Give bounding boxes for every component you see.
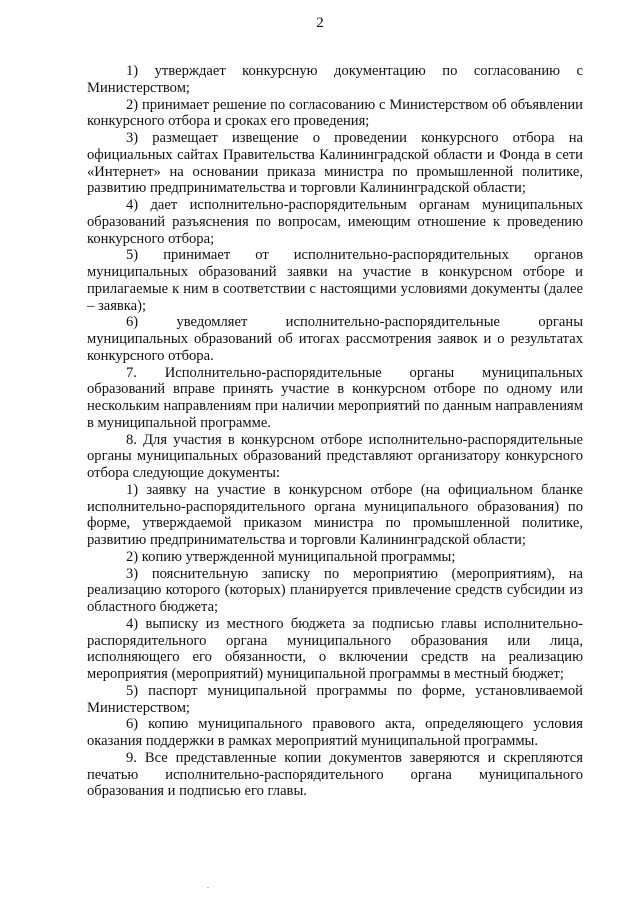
page-number: 2 xyxy=(316,15,324,31)
paragraph-item-4: 4) дает исполнительно-распорядительным органам муниципальных образований разъяснения по вопросам, имеющим отношение к проведению конкурсного отбора; xyxy=(87,197,583,247)
paragraph-doc-2: 2) копию утвержденной муниципальной программы; xyxy=(126,548,456,565)
paragraph-doc-5: 5) паспорт муниципальной программы по форме, установливаемой Министерством; xyxy=(87,682,583,716)
document-body xyxy=(87,63,583,800)
paragraph-item-1: 1) утверждает конкурсную документацию по согласованию с Министерством; xyxy=(87,63,583,96)
paragraph-item-3: 3) размещает извещение о проведении конкурсного отбора на официальных сайтах Правительства Калининградской области и Фонда в сети «Интернет» на основании приказа министра по промышленной политике, развитию предпринимательства и торговли Калининградской области; xyxy=(87,130,583,197)
paragraph-section-8: 8. Для участия в конкурсном отборе исполнительно-распорядительные органы муниципальных образований представляют организатору конкурсного отбора следующие документы: xyxy=(87,431,583,481)
paragraph-doc-4: 4) выписку из местного бюджета за подписью главы исполнительно-распорядительного органа муниципального образования или лица, исполняющего его обязанности, о включении средств на реализацию мероприятия (мероприятий) муниципальной программы в местный бюджет; xyxy=(87,615,583,682)
paragraph-section-7: 7. Исполнительно-распорядительные органы муниципальных образований вправе принять участие в конкурсном отборе по одному или нескольким направлениям при наличии мероприятий по данным направлениям в муниципальной программе. xyxy=(87,364,583,431)
paragraph-section-9: 9. Все представленные копии документов заверяются и скрепляются печатью исполнительно-распорядительного органа муниципального образования и подписью его главы. xyxy=(87,749,583,800)
paragraph-doc-6: 6) копию муниципального правового акта, определяющего условия оказания поддержки в рамках мероприятий муниципальной программы. xyxy=(87,716,583,749)
paragraph-item-5: 5) принимает от исполнительно-распорядительных органов муниципальных образований заявки на участие в конкурсном отборе и прилагаемые к ним в соответствии с настоящими условиями документы (далее – заявка); xyxy=(87,247,583,314)
paragraph-doc-1: 1) заявку на участие в конкурсном отборе (на официальном бланке исполнительно-распорядительного органа муниципального образования) по форме, утверждаемой приказом министра по промышленной политике, развитию предпринимательства и торговли Калининградской области; xyxy=(87,481,583,548)
scan-artifact xyxy=(207,887,209,888)
paragraph-item-2: 2) принимает решение по согласованию с Министерством об объявлении конкурсного отбора и сроках его проведения; xyxy=(87,96,583,130)
paragraph-item-6: 6) уведомляет исполнительно-распорядительные органы муниципальных образований об итогах рассмотрения заявок и о результатах конкурсного отбора. xyxy=(87,314,583,364)
paragraph-doc-3: 3) пояснительную записку по мероприятию (мероприятиям), на реализацию которого (которых) планируется привлечение средств субсидии из областного бюджета; xyxy=(87,565,583,615)
